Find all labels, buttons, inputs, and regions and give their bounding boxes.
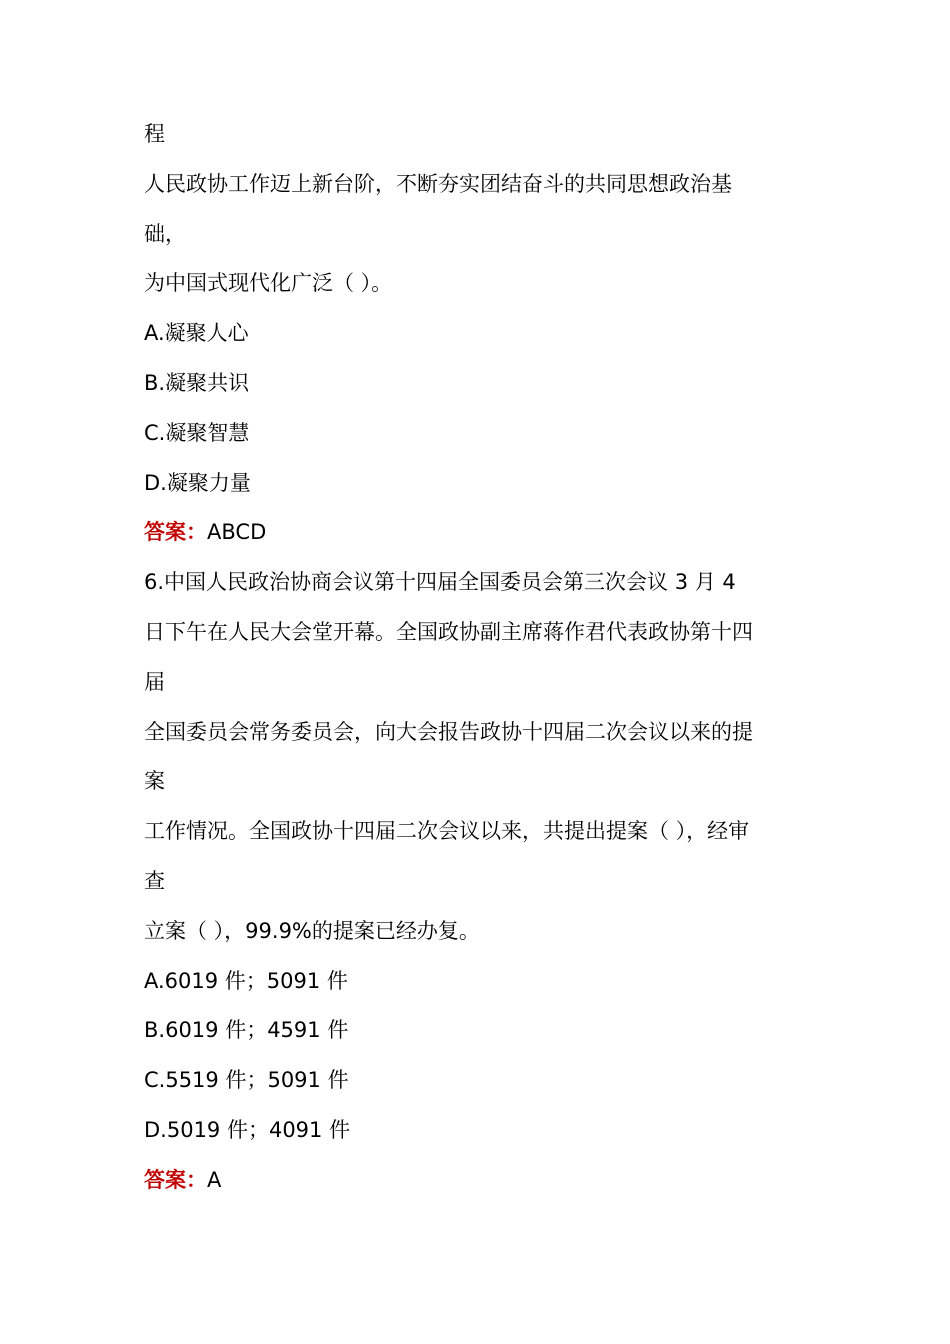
- answer-line: [144, 508, 804, 558]
- option-b: B.6019 件；4591 件: [144, 1018, 349, 1043]
- option-d: D.凝聚力量: [144, 470, 251, 495]
- question-6-line: 6.中国人民政治协商会议第十四届全国委员会第三次会议 3 月 4: [144, 570, 736, 595]
- document-content: [144, 110, 804, 1206]
- question-6-line: 查: [144, 868, 165, 893]
- text-line: 程: [144, 122, 165, 146]
- question-6-line: 立案（ ），99.9%的提案已经办复。: [144, 918, 480, 943]
- question-6-line: 工作情况。全国政协十四届二次会议以来，共提出提案（ ），经审: [144, 819, 750, 844]
- answer-label: 答案：: [144, 1167, 207, 1192]
- text-line: 础，: [144, 221, 186, 246]
- option-a: A.凝聚人心: [144, 321, 249, 346]
- text-line: 人民政协工作迈上新台阶，不断夯实团结奋斗的共同思想政治基: [144, 171, 732, 196]
- answer-value: ABCD: [207, 520, 267, 545]
- answer-label: 答案：: [144, 520, 207, 545]
- question-stem-line: 为中国式现代化广泛（ ）。: [144, 271, 393, 296]
- option-b: B.凝聚共识: [144, 370, 250, 395]
- option-c: C.5519 件；5091 件: [144, 1068, 349, 1093]
- question-6-line: 全国委员会常务委员会，向大会报告政协十四届二次会议以来的提: [144, 719, 753, 744]
- option-c: C.凝聚智慧: [144, 420, 250, 445]
- question-6-line: 案: [144, 769, 165, 794]
- question-6-line: 日下午在人民大会堂开幕。全国政协副主席蒋作君代表政协第十四: [144, 619, 753, 644]
- option-a: A.6019 件；5091 件: [144, 968, 348, 993]
- option-d: D.5019 件；4091 件: [144, 1117, 351, 1142]
- question-6-line: 届: [144, 669, 165, 694]
- answer-line: [144, 1156, 804, 1206]
- answer-value: A: [207, 1167, 222, 1192]
